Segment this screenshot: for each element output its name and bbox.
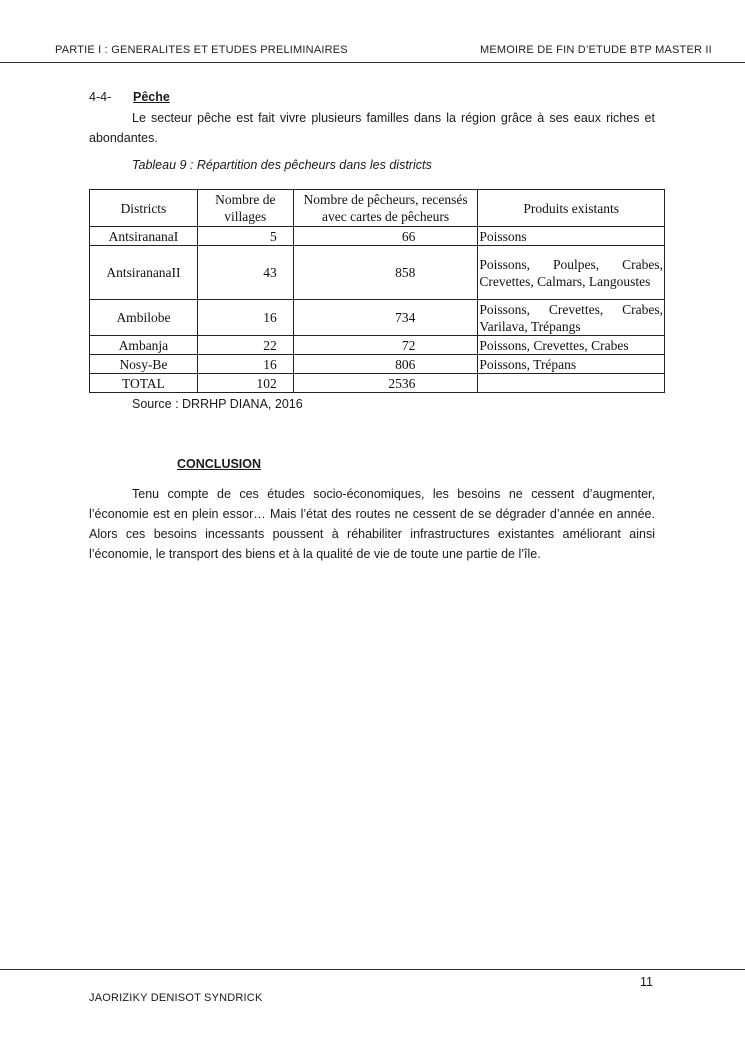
table-row (90, 246, 665, 300)
cell-pecheurs: 66 (293, 227, 478, 246)
cell-pecheurs: 806 (293, 355, 478, 374)
conclusion-title: CONCLUSION (177, 457, 262, 471)
section-paragraph (89, 108, 655, 148)
cell-pecheurs: 734 (293, 300, 478, 336)
table-row (90, 336, 665, 355)
footer-author: JAORIZIKY DENISOT SYNDRICK (89, 992, 263, 1004)
footer-divider (0, 969, 745, 970)
table-row (90, 355, 665, 374)
cell-produits (478, 374, 665, 393)
table-total-row (90, 374, 665, 393)
section-title: Pêche (133, 90, 170, 104)
table-source: Source : DRRHP DIANA, 2016 (132, 397, 303, 411)
fishermen-table (89, 189, 665, 393)
cell-villages: 102 (197, 374, 293, 393)
section-heading (89, 90, 170, 104)
cell-villages: 22 (197, 336, 293, 355)
table-row (90, 300, 665, 336)
cell-pecheurs: 72 (293, 336, 478, 355)
cell-produits: Poissons, Crevettes, Crabes (478, 336, 665, 355)
cell-produits: Poissons (478, 227, 665, 246)
table-row (90, 227, 665, 246)
cell-pecheurs: 2536 (293, 374, 478, 393)
header-districts: Districts (90, 190, 198, 227)
cell-villages: 16 (197, 355, 293, 374)
header-villages: Nombre de villages (197, 190, 293, 227)
cell-district: Nosy-Be (90, 355, 198, 374)
cell-district: AntsirananaI (90, 227, 198, 246)
cell-villages: 16 (197, 300, 293, 336)
header-left-title: PARTIE I : GENERALITES ET ETUDES PRELIMINAIRES (55, 44, 348, 56)
section-paragraph-text: Le secteur pêche est fait vivre plusieurs familles dans la région grâce à ses eaux riches et abondantes. (89, 111, 655, 145)
cell-villages: 5 (197, 227, 293, 246)
cell-district: Ambilobe (90, 300, 198, 336)
cell-produits: Poissons, Crevettes, Crabes, Varilava, Trépangs (479, 301, 663, 334)
cell-district: AntsirananaII (90, 246, 198, 300)
header-produits: Produits existants (478, 190, 665, 227)
conclusion-paragraph-text: Tenu compte de ces études socio-économiques, les besoins ne cessent d’augmenter, l’économie est en plein essor… Mais l’état des routes ne cessent de se dégrader d’année en année. Alors ces besoins incessants poussent à réhabiliter infrastructures existantes améliorant ainsi l’économie, le transport des biens et à la qualité de vie de toute une partie de l’île. (89, 487, 655, 561)
header-divider (0, 62, 745, 63)
cell-district: Ambanja (90, 336, 198, 355)
page-number: 11 (640, 975, 653, 989)
cell-district: TOTAL (90, 374, 198, 393)
table-header-row (90, 190, 665, 227)
header-right-title: MEMOIRE DE FIN D’ETUDE BTP MASTER II (480, 44, 712, 56)
header-pecheurs: Nombre de pêcheurs, recensés avec cartes de pêcheurs (293, 190, 478, 227)
conclusion-paragraph (89, 484, 655, 564)
cell-produits: Poissons, Trépans (478, 355, 665, 374)
table-caption: Tableau 9 : Répartition des pêcheurs dans les districts (132, 158, 432, 172)
cell-villages: 43 (197, 246, 293, 300)
cell-pecheurs: 858 (293, 246, 478, 300)
section-number: 4-4- (89, 90, 112, 104)
cell-produits: Poissons, Poulpes, Crabes, Crevettes, Calmars, Langoustes (478, 246, 665, 300)
